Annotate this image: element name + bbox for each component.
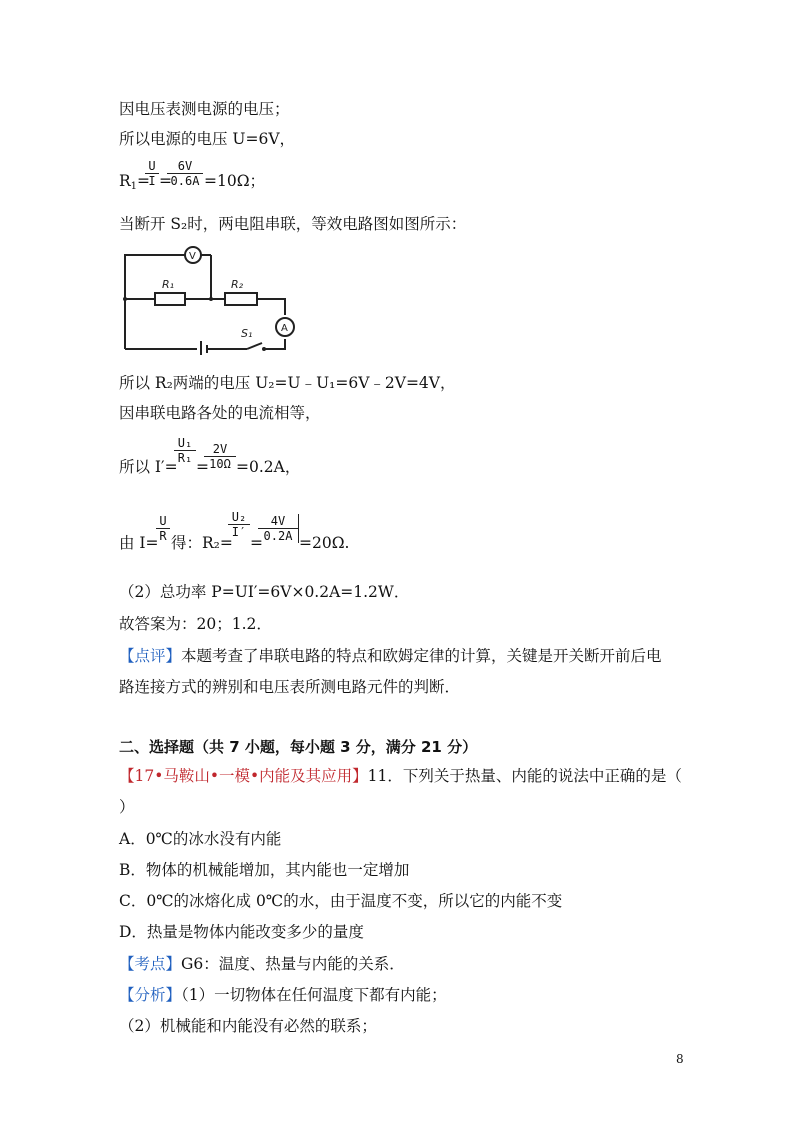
r1-sub: 1 (130, 181, 138, 192)
voltmeter-label: V (189, 251, 196, 262)
ammeter-label: A (281, 323, 288, 334)
text-line: 所以 R₂两端的电压 U₂=U﹣U₁=6V﹣2V=4V， (119, 374, 456, 392)
text-line: 当断开 S₂时，两电阻串联，等效电路图如图所示： (119, 215, 467, 233)
text-line: （2）机械能和内能没有必然的联系； (119, 1017, 377, 1035)
text-line: 因串联电路各处的电流相等， (119, 404, 321, 422)
comment-line: 【点评】本题考查了串联电路的特点和欧姆定律的计算，关键是开关断开前后电 (119, 647, 662, 665)
s1-label: S₁ (241, 327, 253, 340)
option-a: A．0℃的冰水没有内能 (119, 830, 282, 848)
option-c: C．0℃的冰熔化成 0℃的水，由于温度不变，所以它的内能不变 (119, 892, 563, 910)
text-line: 因电压表测电源的电压； (119, 100, 290, 118)
option-d: D．热量是物体内能改变多少的量度 (119, 923, 364, 941)
comment-tag: 【点评】 (119, 647, 182, 665)
formula-result: =10Ω； (204, 172, 266, 190)
formula-result: =0.2A， (236, 458, 301, 476)
text-line: （2）总功率 P=UI′=6V×0.2A=1.2W． (119, 583, 410, 601)
r1-symbol: R (119, 172, 131, 190)
analysis-tag: 【分析】 (119, 986, 182, 1004)
fraction-u-over-i: U I (145, 159, 159, 188)
fraction-2v-over-10ohm: 2V 10Ω (204, 442, 236, 471)
formula-i-prime: 所以 I′= (119, 458, 178, 476)
question-text: 11．下列关于热量、内能的说法中正确的是（ (367, 767, 682, 785)
knowledge-point-line: 【考点】G6：温度、热量与内能的关系． (119, 955, 405, 973)
text-line: 故答案为：20；1.2． (119, 615, 272, 633)
r1-label: R₁ (162, 278, 175, 291)
page-number: 8 (676, 1052, 684, 1066)
fraction-6v-over-06a: 6V 0.6A (167, 159, 203, 188)
text-line: ） (119, 798, 135, 816)
section-heading: 二、选择题（共 7 小题，每小题 3 分，满分 21 分） (119, 738, 478, 756)
resistor-r1 (155, 293, 185, 305)
document-page: 因电压表测电源的电压； 所以电源的电压 U=6V， $R_1=$ U I = 6V 0.6A =10Ω； 当断开 S₂时，两电阻串联，等效电路图如图所示： V A R₁ R₂ S₁ 所以 R₂两端的电压 U₂=U﹣U₁=6V﹣2V=4V， 因串联电路各处的电流相等， 所以 I′= U₁ R₁ = 2V 10Ω =0.2A， 由 I= U R 得：R₂= U₂ I′ = 4V 0.2A =20Ω. （2）总功率 P=UI′=6V×0.2A=1.2W． 故答案为：20；1.2． 【点评】本题考查了串联电路的特点和欧姆定律的计算，关键是开关断开前后电 路连接方式的辨别和电压表所测电路元件的判断． 二、选择题（共 7 小题，每小题 3 分，满分 21 分） 【17•马鞍山•一模•内能及其应用】11．下列关于热量、内能的说法中正确的是（ ） A．0℃的冰水没有内能 B．物体的机械能增加，其内能也一定增加 C．0℃的冰熔化成 0℃的水，由于温度不变，所以它的内能不变 D．热量是物体内能改变多少的量度 【考点】G6：温度、热量与内能的关系． 【分析】（1）一切物体在任何温度下都有内能； （2）机械能和内能没有必然的联系； 8 (119, 100, 684, 1066)
resistor-r2 (225, 293, 257, 305)
question-source-tag: 【17•马鞍山•一模•内能及其应用】 (119, 767, 368, 785)
analysis-line: 【分析】（1）一切物体在任何温度下都有内能； (119, 986, 447, 1004)
option-b: B．物体的机械能增加，其内能也一定增加 (119, 861, 410, 879)
switch-s1 (247, 343, 262, 349)
fraction-4v-over-02a: 4V 0.2A (258, 514, 299, 543)
text-line: 所以电源的电压 U=6V， (119, 130, 296, 148)
formula-r2: 由 I= (119, 534, 159, 552)
knowledge-point-tag: 【考点】 (119, 955, 182, 973)
equals: = (137, 172, 151, 190)
fraction-u-over-r: U R (156, 514, 170, 543)
text-line: 路连接方式的辨别和电压表所测电路元件的判断． (119, 678, 461, 696)
fraction-u2-over-i-prime: U₂ I′ (228, 510, 250, 539)
fraction-u1-over-r1: U₁ R₁ (174, 436, 196, 465)
r2-label: R₂ (231, 278, 244, 291)
formula-result: =20Ω. (299, 534, 350, 552)
question-line (119, 765, 682, 787)
circuit-diagram (117, 243, 297, 355)
